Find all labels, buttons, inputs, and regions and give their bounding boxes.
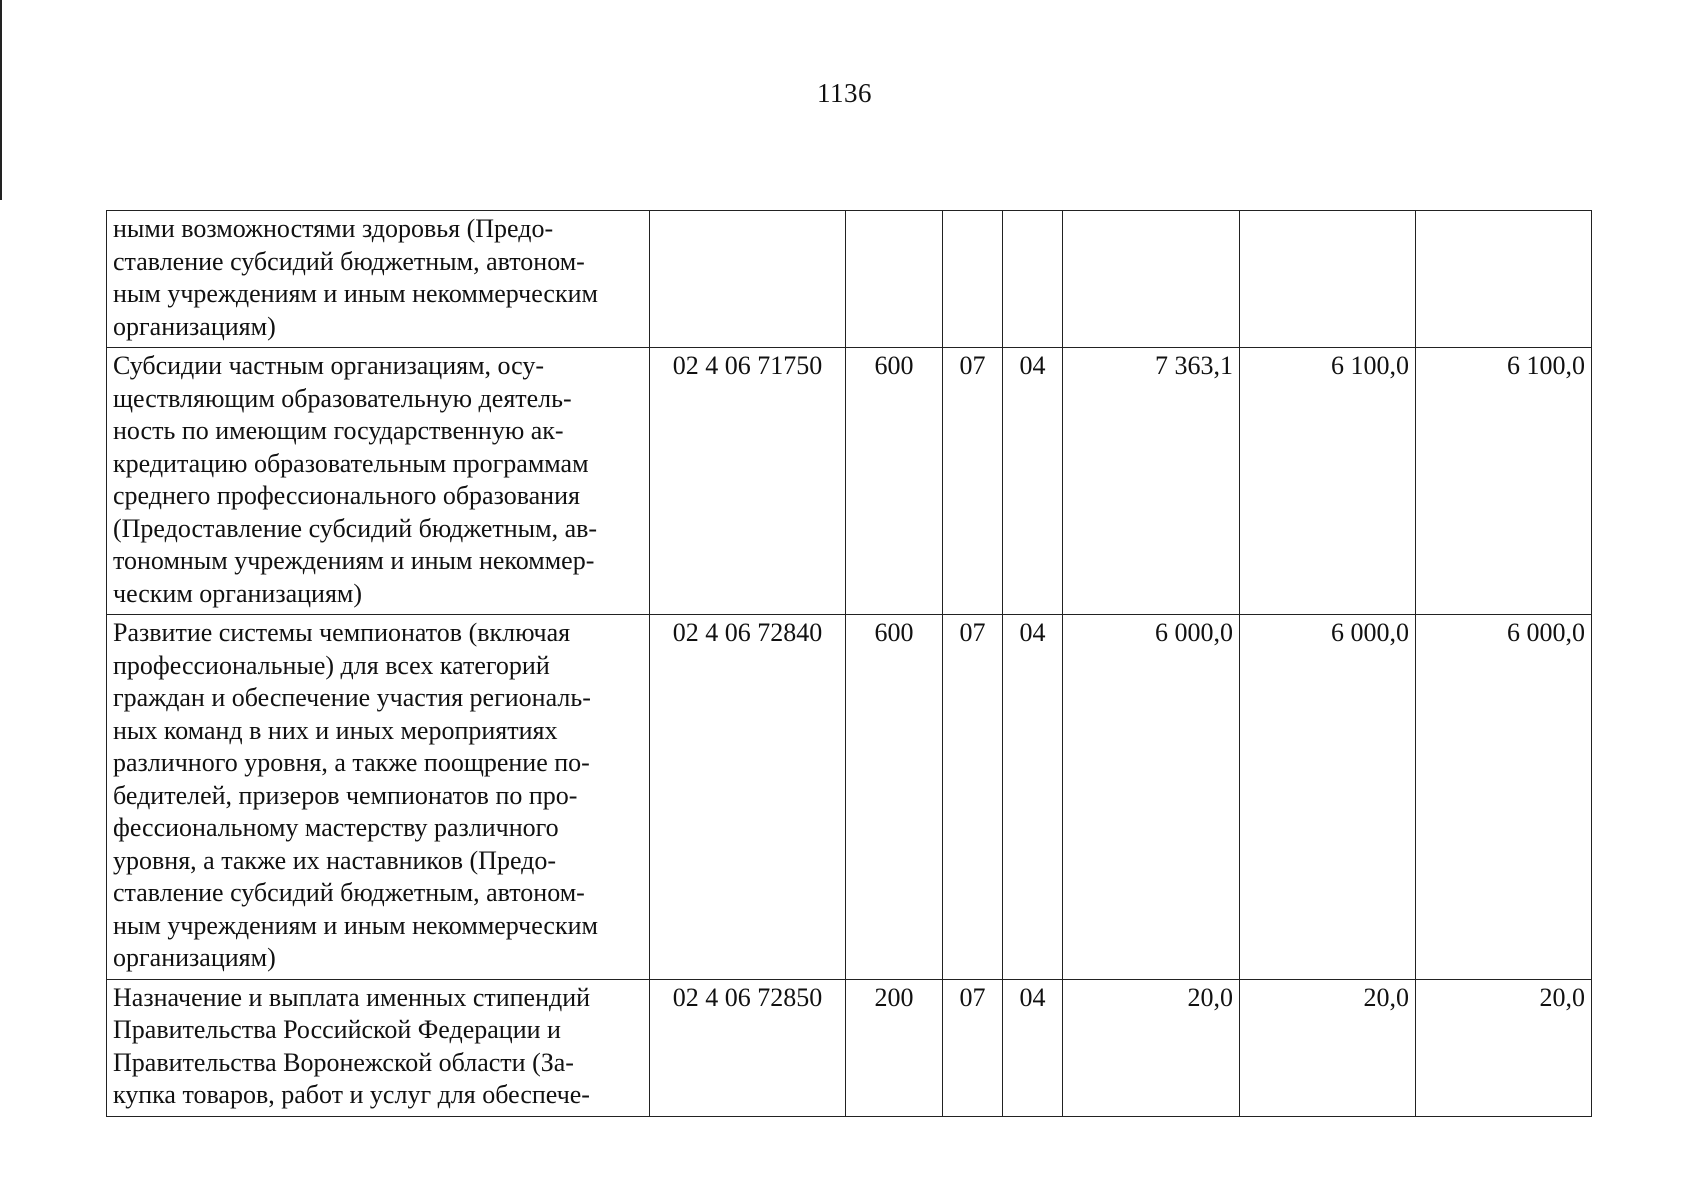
expense-type-cell [846, 211, 943, 348]
section-cell: 07 [943, 979, 1003, 1116]
amount-cell-3 [1416, 211, 1592, 348]
target-code-cell [650, 211, 846, 348]
row-description: Развитие системы чемпионатов (включая профессиональные) для всех категорий граждан и обеспечение участия региональ- ных команд в них и иных мероприятиях различного уровня, а также поощрение по- бедителей, призеров чемпионатов по про- фессиональному мастерству различного уровня, а также их наставников (Предо- ставление субсидий бюджетным, автоном- ным учреждениям и иным некоммерческим организациям) [107, 615, 650, 980]
amount-cell-1: 6 000,0 [1063, 615, 1240, 980]
row-description: ными возможностями здоровья (Предо- ставление субсидий бюджетным, автоном- ным учреждениям и иным некоммерческим организациям) [107, 211, 650, 348]
table-row [107, 348, 1592, 615]
section-cell: 07 [943, 615, 1003, 980]
amount-cell-1: 20,0 [1063, 979, 1240, 1116]
amount-cell-1: 7 363,1 [1063, 348, 1240, 615]
subsection-cell: 04 [1003, 348, 1063, 615]
table-row [107, 211, 1592, 348]
section-cell [943, 211, 1003, 348]
amount-cell-2 [1240, 211, 1416, 348]
target-code-cell: 02 4 06 72840 [650, 615, 846, 980]
budget-table [106, 210, 1592, 1117]
expense-type-cell: 200 [846, 979, 943, 1116]
amount-cell-1 [1063, 211, 1240, 348]
target-code-cell: 02 4 06 72850 [650, 979, 846, 1116]
subsection-cell: 04 [1003, 979, 1063, 1116]
table-row [107, 979, 1592, 1116]
table-row [107, 615, 1592, 980]
amount-cell-3: 6 100,0 [1416, 348, 1592, 615]
row-description: Назначение и выплата именных стипендий Правительства Российской Федерации и Правительства Воронежской области (За- купка товаров, работ и услуг для обеспече- [107, 979, 650, 1116]
expense-type-cell: 600 [846, 615, 943, 980]
row-description: Субсидии частным организациям, осу- ществляющим образовательную деятель- ность по имеющим государственную ак- кредитацию образовательным программам среднего профессионального образования (Предоставление субсидий бюджетным, ав- тономным учреждениям и иным некоммер- ческим организациям) [107, 348, 650, 615]
amount-cell-2: 20,0 [1240, 979, 1416, 1116]
amount-cell-2: 6 000,0 [1240, 615, 1416, 980]
page-number: 1136 [817, 78, 872, 108]
amount-cell-3: 6 000,0 [1416, 615, 1592, 980]
subsection-cell [1003, 211, 1063, 348]
amount-cell-3: 20,0 [1416, 979, 1592, 1116]
expense-type-cell: 600 [846, 348, 943, 615]
target-code-cell: 02 4 06 71750 [650, 348, 846, 615]
section-cell: 07 [943, 348, 1003, 615]
amount-cell-2: 6 100,0 [1240, 348, 1416, 615]
subsection-cell: 04 [1003, 615, 1063, 980]
